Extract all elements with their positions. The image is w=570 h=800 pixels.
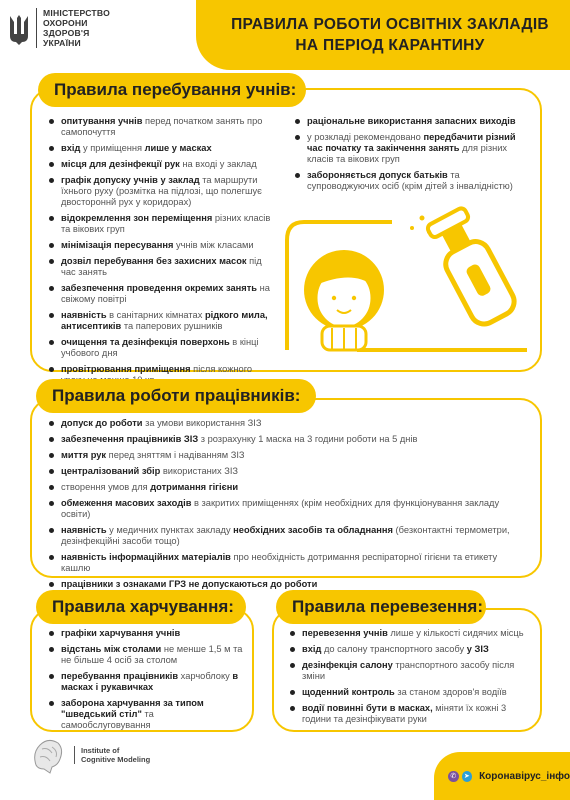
item-text: та маршрути їхнього руху (розмітка на підлозі, що полегшує двостороннй рух у коридорах) <box>61 175 262 207</box>
page-title-line-1: ПРАВИЛА РОБОТИ ОСВІТНІХ ЗАКЛАДІВ <box>231 16 549 33</box>
list-item <box>49 466 514 477</box>
list-item <box>49 213 277 235</box>
item-bold-text: відокремлення зон переміщення <box>61 213 213 223</box>
item-bold-text: необхідних засобів та обладнання <box>233 525 393 535</box>
item-text: з розрахунку 1 маска на 3 години роботи на 5 днів <box>198 434 418 444</box>
item-bold-text: місця для дезінфекції рук <box>61 159 180 169</box>
item-bold-text: миття рук <box>61 450 107 460</box>
list-item <box>290 644 530 655</box>
item-bold-text: перебування працівників <box>61 671 179 681</box>
transport-title: Правила перевезення: <box>276 590 486 624</box>
workers-title: Правила роботи працівників: <box>36 379 316 413</box>
item-text: перед зняттям і надіванням ЗІЗ <box>106 450 245 460</box>
item-text: про необхідність дотримання респіраторної гігієни та етикету кашлю <box>61 552 498 573</box>
ministry-line-3: ЗДОРОВ'Я <box>43 28 90 38</box>
list-item <box>290 687 530 698</box>
ministry-name <box>36 8 110 48</box>
item-bold-text: забезпечення проведення окремих занять <box>61 283 257 293</box>
item-bold-text: щоденний контроль <box>302 687 395 697</box>
item-text: не менше 1,5 м та не більше 4 осіб за столом <box>61 644 243 665</box>
title-banner <box>196 0 570 70</box>
list-item <box>49 256 277 278</box>
item-bold-text: раціональне використання запасних виходів <box>307 116 516 126</box>
ministry-line-1: МІНІСТЕРСТВО <box>43 8 110 18</box>
item-bold-text: забезпечення працівників ЗІЗ <box>61 434 199 444</box>
item-bold-text: працівники з ознаками ГРЗ не допускаються до роботи <box>61 579 318 589</box>
list-item <box>49 418 514 429</box>
header <box>0 0 570 82</box>
item-text: на свіжому повітрі <box>61 283 270 304</box>
item-bold-text: наявність <box>61 525 107 535</box>
list-item <box>49 283 277 305</box>
list-item <box>49 644 245 666</box>
institute-logo <box>30 735 150 775</box>
item-bold-text: вхід <box>61 143 81 153</box>
brain-icon <box>30 735 66 775</box>
item-text: (безконтактні термометри, дезінфекційні засоби тощо) <box>61 525 510 546</box>
telegram-icon: ➤ <box>462 771 473 782</box>
item-text: за станом здоров'я водіїв <box>394 687 507 697</box>
list-item <box>49 159 277 170</box>
students-title: Правила перебування учнів: <box>38 73 306 107</box>
list-item <box>295 170 525 192</box>
list-item <box>49 482 514 493</box>
list-item <box>49 434 514 445</box>
students-right-list <box>295 116 525 197</box>
item-bold-text: вхід <box>302 644 322 654</box>
item-text: та супроводжуючих осіб (крім дітей з інвалідністю) <box>307 170 513 191</box>
food-title: Правила харчування: <box>36 590 246 624</box>
list-item <box>49 628 245 639</box>
item-bold-text: обмеження масових заходів <box>61 498 192 508</box>
item-bold-text: очищення та дезінфекція поверхонь <box>61 337 230 347</box>
list-item <box>49 337 277 359</box>
item-bold-text: перевезення учнів <box>302 628 388 638</box>
item-bold-text: водії повинні бути в масках, <box>302 703 433 713</box>
transport-list <box>290 628 530 730</box>
list-item <box>295 132 525 165</box>
list-item <box>49 175 277 208</box>
list-item <box>290 703 530 725</box>
footer-tag[interactable] <box>434 752 570 800</box>
item-text: у розкладі рекомендовано <box>307 132 424 142</box>
item-bold-text: допуск до роботи <box>61 418 143 428</box>
item-bold-text: заборона харчування за типом "шведський стіл" <box>61 698 204 719</box>
item-bold-text: відстань між столами <box>61 644 162 654</box>
item-bold-text: наявність інформаційних матеріалів <box>61 552 231 562</box>
item-text: в кінці учбового дня <box>61 337 259 358</box>
item-bold-text: опитування учнів <box>61 116 143 126</box>
institute-name <box>74 746 150 764</box>
institute-line-1: Institute of <box>81 746 120 755</box>
item-text: у приміщення <box>80 143 145 153</box>
student-illustration <box>282 200 532 360</box>
item-bold-text: провітрювання приміщення <box>61 364 191 374</box>
list-item <box>49 240 277 251</box>
trident-icon <box>8 14 30 46</box>
item-text: у медичних пунктах закладу <box>106 525 234 535</box>
item-bold-text: графік допуску учнів у заклад <box>61 175 200 185</box>
list-item <box>49 498 514 520</box>
item-bold-text: дезінфекція салону <box>302 660 393 670</box>
list-item <box>49 671 245 693</box>
item-text: для різних класів та вікових груп <box>307 143 508 164</box>
item-text: за умови використання ЗІЗ <box>142 418 262 428</box>
item-text: перед початком занять про самопочуття <box>61 116 263 137</box>
list-item <box>49 116 277 138</box>
item-text: та паперових рушників <box>121 321 223 331</box>
item-text: під час занять <box>61 256 262 277</box>
list-item <box>49 579 514 590</box>
item-text: різних класів та вікових груп <box>61 213 271 234</box>
list-item <box>49 143 277 154</box>
item-text: учнів між класами <box>173 240 254 250</box>
ministry-line-4: УКРАЇНИ <box>43 38 81 48</box>
item-bold-text: дозвіл перебування без захисних масок <box>61 256 247 266</box>
list-item <box>295 116 525 127</box>
item-text: до салону транспортного засобу <box>321 644 467 654</box>
item-text: створення умов для <box>61 482 151 492</box>
item-text: лише у кількості сидячих місць <box>387 628 524 638</box>
students-left-list <box>49 116 277 391</box>
list-item <box>49 552 514 574</box>
item-text: міняти їх кожні 3 години та дезінфікувати руки <box>302 703 507 724</box>
item-text: транспортного засобу після зміни <box>302 660 515 681</box>
list-item <box>49 698 245 731</box>
footer-tag-label: Коронавірус_інфо <box>479 770 570 782</box>
item-bold-text: наявність <box>61 310 107 320</box>
list-item <box>290 660 530 682</box>
page-title-line-2: НА ПЕРІОД КАРАНТИНУ <box>295 37 485 54</box>
item-text: на вході у заклад <box>179 159 257 169</box>
item-text: після кожного <box>193 364 253 374</box>
item-bold-text: рідкого мила, антисептиків <box>61 310 268 331</box>
viber-icon: ✆ <box>448 771 459 782</box>
list-item <box>290 628 530 639</box>
item-text: використаних ЗІЗ <box>160 466 239 476</box>
list-item <box>49 450 514 461</box>
item-bold-text: дотримання гігієни <box>150 482 239 492</box>
item-bold-text: мінімізація пересування <box>61 240 174 250</box>
item-bold-text: у ЗІЗ <box>466 644 489 654</box>
item-bold-text: лише у масках <box>144 143 212 153</box>
food-list <box>49 628 245 736</box>
item-text: харчоблоку <box>178 671 233 681</box>
institute-line-2: Cognitive Modeling <box>81 755 151 764</box>
item-text: та самообслуговування <box>61 709 154 730</box>
item-bold-text: в масках і рукавичках <box>61 671 239 692</box>
ministry-logo <box>8 8 110 48</box>
item-bold-text: централізований збір <box>61 466 161 476</box>
workers-list <box>49 418 514 595</box>
item-bold-text: забороняється допуск батьків <box>307 170 448 180</box>
item-text: в закритих приміщеннях (крім необхідних для функціонування закладу освіти) <box>61 498 500 519</box>
item-bold-text: передбачити різний час початку та закінчення занять <box>307 132 516 153</box>
ministry-line-2: ОХОРОНИ <box>43 18 88 28</box>
item-text: в санітарних кімнатах <box>106 310 205 320</box>
list-item <box>49 310 277 332</box>
item-bold-text: графіки харчування учнів <box>61 628 181 638</box>
list-item <box>49 525 514 547</box>
